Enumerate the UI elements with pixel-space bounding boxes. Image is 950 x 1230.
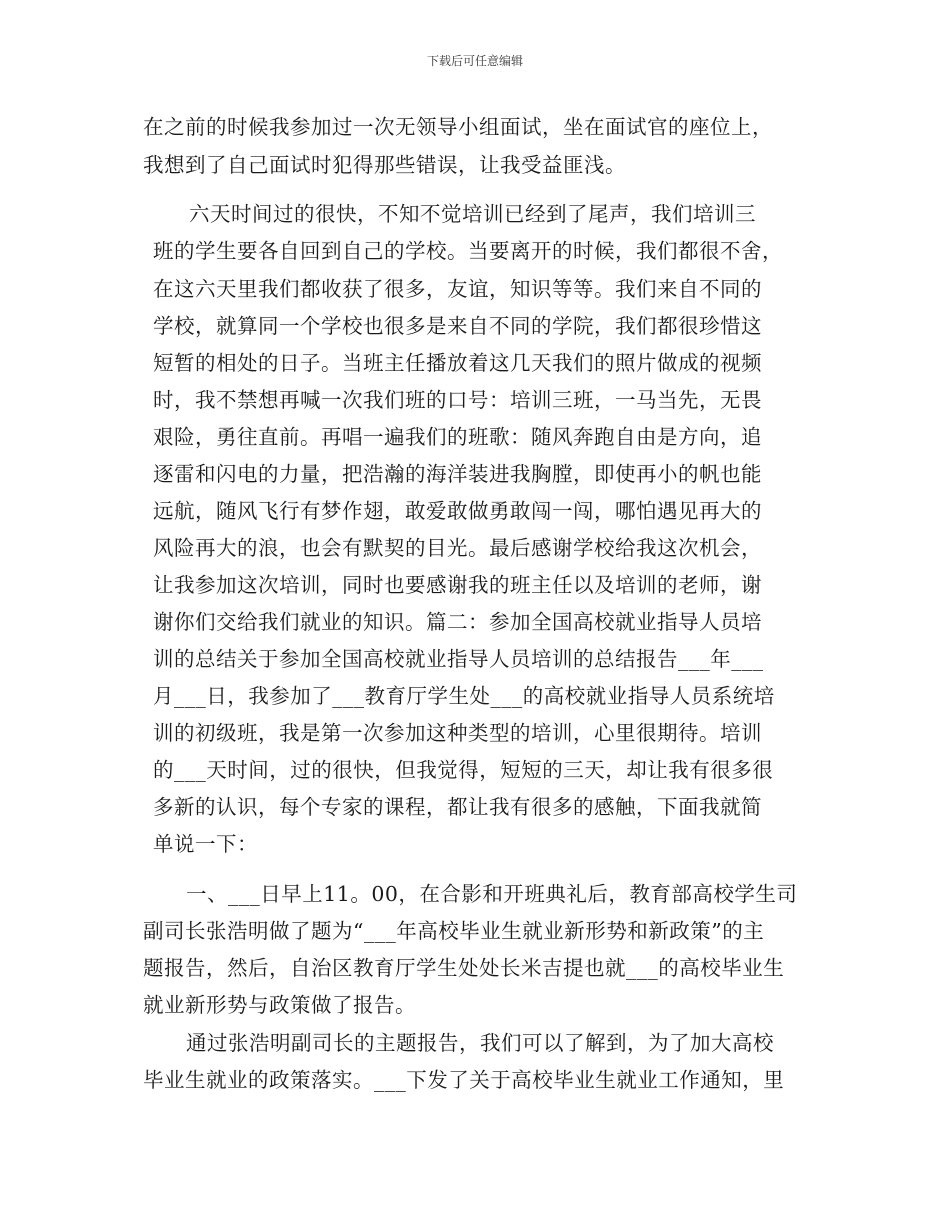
text-line: 多新的认识，每个专家的课程，都让我有很多的感触，下面我就简 (153, 795, 762, 819)
text-line: 题报告，然后，自治区教育厅学生处处长米吉提也就___的高校毕业生 (143, 956, 785, 980)
text-line: 通过张浩明副司长的主题报告，我们可以了解到，为了加大高校 (186, 1031, 774, 1055)
text-line: 毕业生就业的政策落实。___下发了关于高校毕业生就业工作通知，里 (143, 1068, 785, 1092)
page-header: 下载后可任意编辑 (426, 54, 523, 68)
text-line: 单说一下： (153, 832, 258, 856)
text-line: 班的学生要各自回到自己的学校。当要离开的时候，我们都很不舍， (153, 239, 783, 263)
text-line: 月___日，我参加了___教育厅学生处___的高校就业指导人员系统培 (153, 684, 775, 708)
text-line: 在之前的时候我参加过一次无领导小组面试，坐在面试官的座位上， (143, 115, 773, 139)
text-line: 的___天时间，过的很快，但我觉得，短短的三天，却让我有很多很 (153, 758, 774, 782)
text-line: 训的总结关于参加全国高校就业指导人员培训的总结报告___年___ (153, 647, 764, 671)
text-line: 学校，就算同一个学校也很多是来自不同的学院，我们都很珍惜这 (153, 314, 762, 338)
text-line: 在这六天里我们都收获了很多，友谊，知识等等。我们来自不同的 (153, 277, 762, 301)
text-line: 副司长张浩明做了题为“___年高校毕业生就业新形势和新政策”的主 (143, 919, 765, 943)
text-line: 训的初级班，我是第一次参加这种类型的培训，心里很期待。培训 (153, 721, 762, 745)
text-line: 一、___日早上11。00，在合影和开班典礼后，教育部高校学生司 (186, 882, 798, 906)
text-line: 就业新形势与政策做了报告。 (143, 993, 416, 1017)
text-line: 让我参加这次培训，同时也要感谢我的班主任以及培训的老师，谢 (153, 573, 762, 597)
text-line: 风险再大的浪，也会有默契的目光。最后感谢学校给我这次机会， (153, 536, 762, 560)
text-line: 六天时间过的很快，不知不觉培训已经到了尾声，我们培训三 (189, 202, 756, 226)
text-line: 艰险，勇往直前。再唱一遍我们的班歌：随风奔跑自由是方向，追 (153, 425, 762, 449)
text-line: 逐雷和闪电的力量，把浩瀚的海洋装进我胸膛，即使再小的帆也能 (153, 462, 762, 486)
text-line: 短暂的相处的日子。当班主任播放着这几天我们的照片做成的视频 (153, 351, 762, 375)
text-line: 时，我不禁想再喊一次我们班的口号：培训三班，一马当先，无畏 (153, 388, 762, 412)
text-line: 谢你们交给我们就业的知识。篇二：参加全国高校就业指导人员培 (153, 610, 762, 634)
text-line: 我想到了自己面试时犯得那些错误，让我受益匪浅。 (143, 153, 626, 177)
text-line: 远航，随风飞行有梦作翅，敢爱敢做勇敢闯一闯，哪怕遇见再大的 (153, 499, 762, 523)
